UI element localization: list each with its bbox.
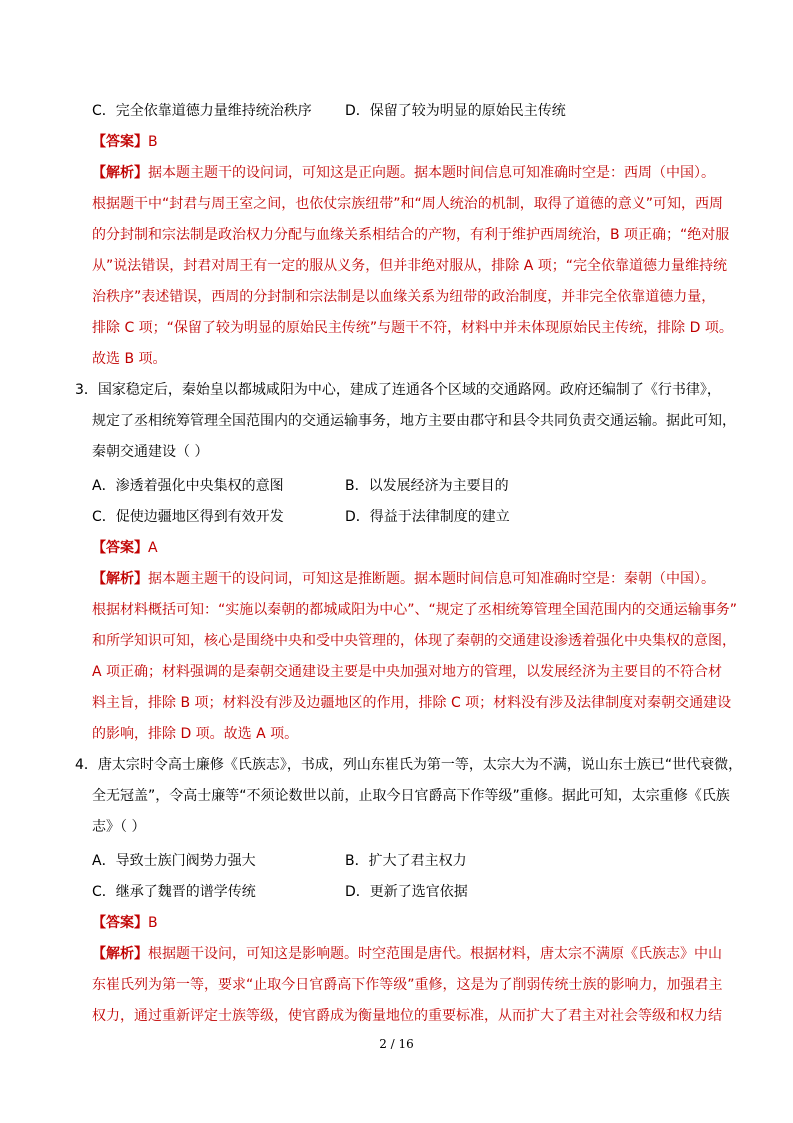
q2-option-d: D．保留了较为明显的原始民主传统 — [345, 103, 566, 119]
q2-analysis-line-3: 从”说法错误，封君对周王有一定的服从义务，但并非绝对服从，排除 A 项；“完全依靠道德力量维持统 — [92, 258, 727, 274]
q2-option-c: C．完全依靠道德力量维持统治秩序 — [92, 103, 312, 119]
q3-option-d: D．得益于法律制度的建立 — [345, 509, 510, 525]
q4-option-c: C．继承了魏晋的谱学传统 — [92, 884, 256, 900]
q4-option-a: A．导致士族门阀势力强大 — [92, 853, 256, 869]
q3-analysis-line-5: 的影响，排除 D 项。故选 A 项。 — [92, 726, 299, 742]
q4-analysis-line-2: 权力，通过重新评定士族等级，使官爵成为衡量地位的重要标准，从而扩大了君主对社会等级和权力结 — [92, 1008, 722, 1024]
q2-analysis-line-6: 故选 B 项。 — [92, 351, 167, 367]
q3-option-b: B．以发展经济为主要目的 — [345, 478, 509, 494]
q4-answer — [92, 913, 158, 933]
q4-option-d: D．更新了选官依据 — [345, 884, 468, 900]
q4-analysis-line-1: 东崔氏列为第一等，要求“止取今日官爵高下作等级”重修，这是为了削弱传统士族的影响力，加强君主 — [92, 977, 723, 993]
analysis-tag: 【解析】 — [92, 165, 148, 181]
q2-analysis-line-1: 根据题干中“封君与周王室之间，也依仗宗族纽带”和“周人统治的机制，取得了道德的意义”可知，西周 — [92, 196, 724, 212]
q3-stem-line-2: 秦朝交通建设（ ） — [92, 444, 209, 460]
q4-option-b: B．扩大了君主权力 — [345, 853, 467, 869]
page-number: 2 / 16 — [379, 1037, 414, 1051]
q3-option-c: C．促使边疆地区得到有效开发 — [92, 509, 284, 525]
analysis-tag: 【解析】 — [92, 946, 148, 962]
q3-analysis-line-1: 根据材料概括可知：“实施以秦朝的都城咸阳为中心”、“规定了丞相统筹管理全国范围内的交通运输事务” — [92, 602, 738, 618]
q3-stem-line-1: 规定了丞相统筹管理全国范围内的交通运输事务，地方主要由郡守和县令共同负责交通运输。据此可知， — [92, 413, 736, 429]
q3-answer — [92, 538, 158, 558]
q3-option-a: A．渗透着强化中央集权的意图 — [92, 478, 284, 494]
q4-stem-line-2: 志》（ ） — [92, 819, 146, 835]
q2-analysis-line-4: 治秩序”表述错误，西周的分封制和宗法制是以血缘关系为纽带的政治制度，并非完全依靠道德力量， — [92, 289, 716, 305]
answer-value: A — [148, 540, 158, 556]
q3-analysis-line-3: A 项正确；材料强调的是秦朝交通建设主要是中央加强对地方的管理，以发展经济为主要目的不符合材 — [92, 664, 723, 680]
q4-stem-line-1: 全无冠盖”，令高士廉等“不须论数世以前，止取今日官爵高下作等级”重修。据此可知，太宗重修《氏族 — [92, 788, 730, 804]
answer-value: B — [148, 134, 158, 150]
q4-stem-line-0: 4．唐太宗时令高士廉修《氏族志》，书成，列山东崔氏为第一等，太宗大为不满，说山东士族已“世代衰微， — [75, 757, 743, 773]
answer-tag: 【答案】 — [92, 134, 148, 150]
q2-analysis-line-2: 的分封制和宗法制是政治权力分配与血缘关系相结合的产物，有利于维护西周统治，B 项正确；“绝对服 — [92, 227, 730, 243]
q3-stem-line-0: 3．国家稳定后，秦始皇以都城咸阳为中心，建成了连通各个区域的交通路网。政府还编制了《行书律》， — [75, 382, 721, 398]
q4-analysis-line-0: 【解析】根据题干设问，可知这是影响题。时空范围是唐代。根据材料，唐太宗不满原《氏族志》中山 — [92, 946, 722, 962]
q2-analysis-line-5: 排除 C 项；“保留了较为明显的原始民主传统”与题干不符，材料中并未体现原始民主传统，排除 D 项。 — [92, 320, 733, 336]
q2-answer — [92, 132, 158, 152]
analysis-tag: 【解析】 — [92, 571, 148, 587]
q3-analysis-line-2: 和所学知识可知，核心是围绕中央和受中央管理的，体现了秦朝的交通建设渗透着强化中央集权的意图， — [92, 633, 736, 649]
q2-analysis-line-0: 【解析】据本题主题干的设问词，可知这是正向题。据本题时间信息可知准确时空是：西周（中国）。 — [92, 165, 715, 181]
q3-analysis-line-0: 【解析】据本题主题干的设问词，可知这是推断题。据本题时间信息可知准确时空是：秦朝（中国）。 — [92, 571, 715, 587]
answer-tag: 【答案】 — [92, 540, 148, 556]
q3-analysis-line-4: 料主旨，排除 B 项；材料没有涉及边疆地区的作用，排除 C 项；材料没有涉及法律制度对秦朝交通建设 — [92, 695, 732, 711]
answer-tag: 【答案】 — [92, 915, 148, 931]
answer-value: B — [148, 915, 158, 931]
